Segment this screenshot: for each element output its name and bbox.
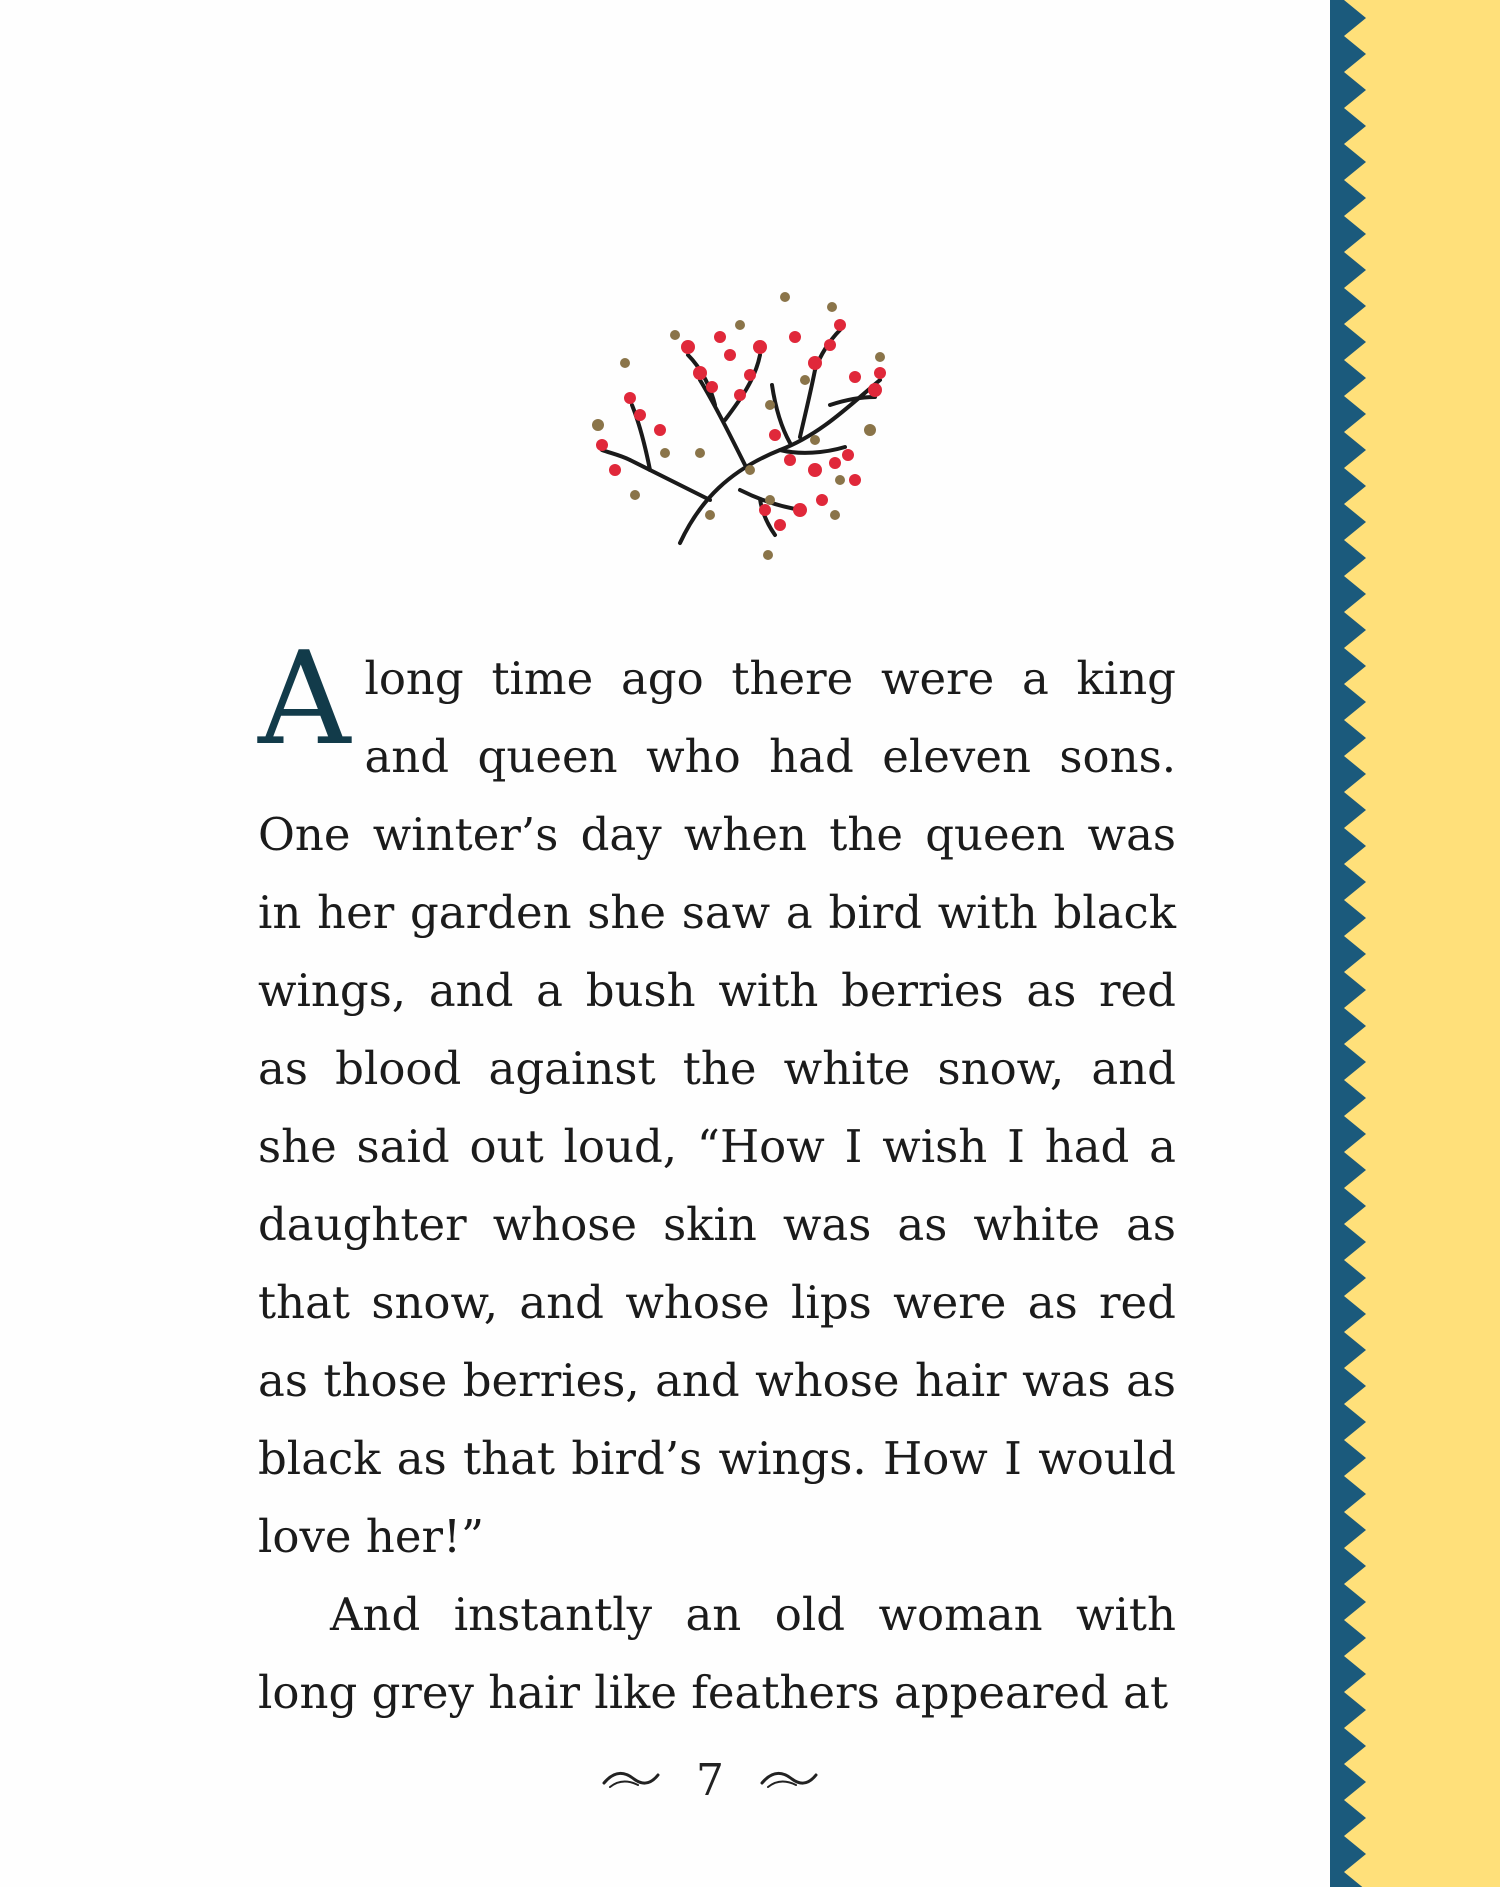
swash-left-icon [600,1767,662,1793]
paragraph-2: And instantly an old woman with long grey hair like feathers appeared at [258,1588,1176,1719]
page-footer [580,1750,840,1810]
page-number: 7 [696,1754,724,1806]
zigzag-border-icon [1330,0,1400,1887]
decorative-side-border [1330,0,1500,1887]
paragraph-1-text: long time ago there were a king and queen who had eleven sons. One winter’s day when the queen was in her garden she saw a bird with black wings, and a bush with berries as red as blood against the white snow, and she said out loud, “How I wish I had a daughter whose skin was as white as that snow, and whose lips were as red as those berries, and whose hair was as black as that bird’s wings. How I would love her!” [258,652,1176,1563]
zigzag-border-shape [1330,0,1366,1887]
paragraph-1 [258,625,1176,1576]
story-text [258,625,1176,1732]
drop-cap-letter: A [258,625,351,774]
swash-right-icon [758,1767,820,1793]
berry-branch-illustration [590,285,920,575]
